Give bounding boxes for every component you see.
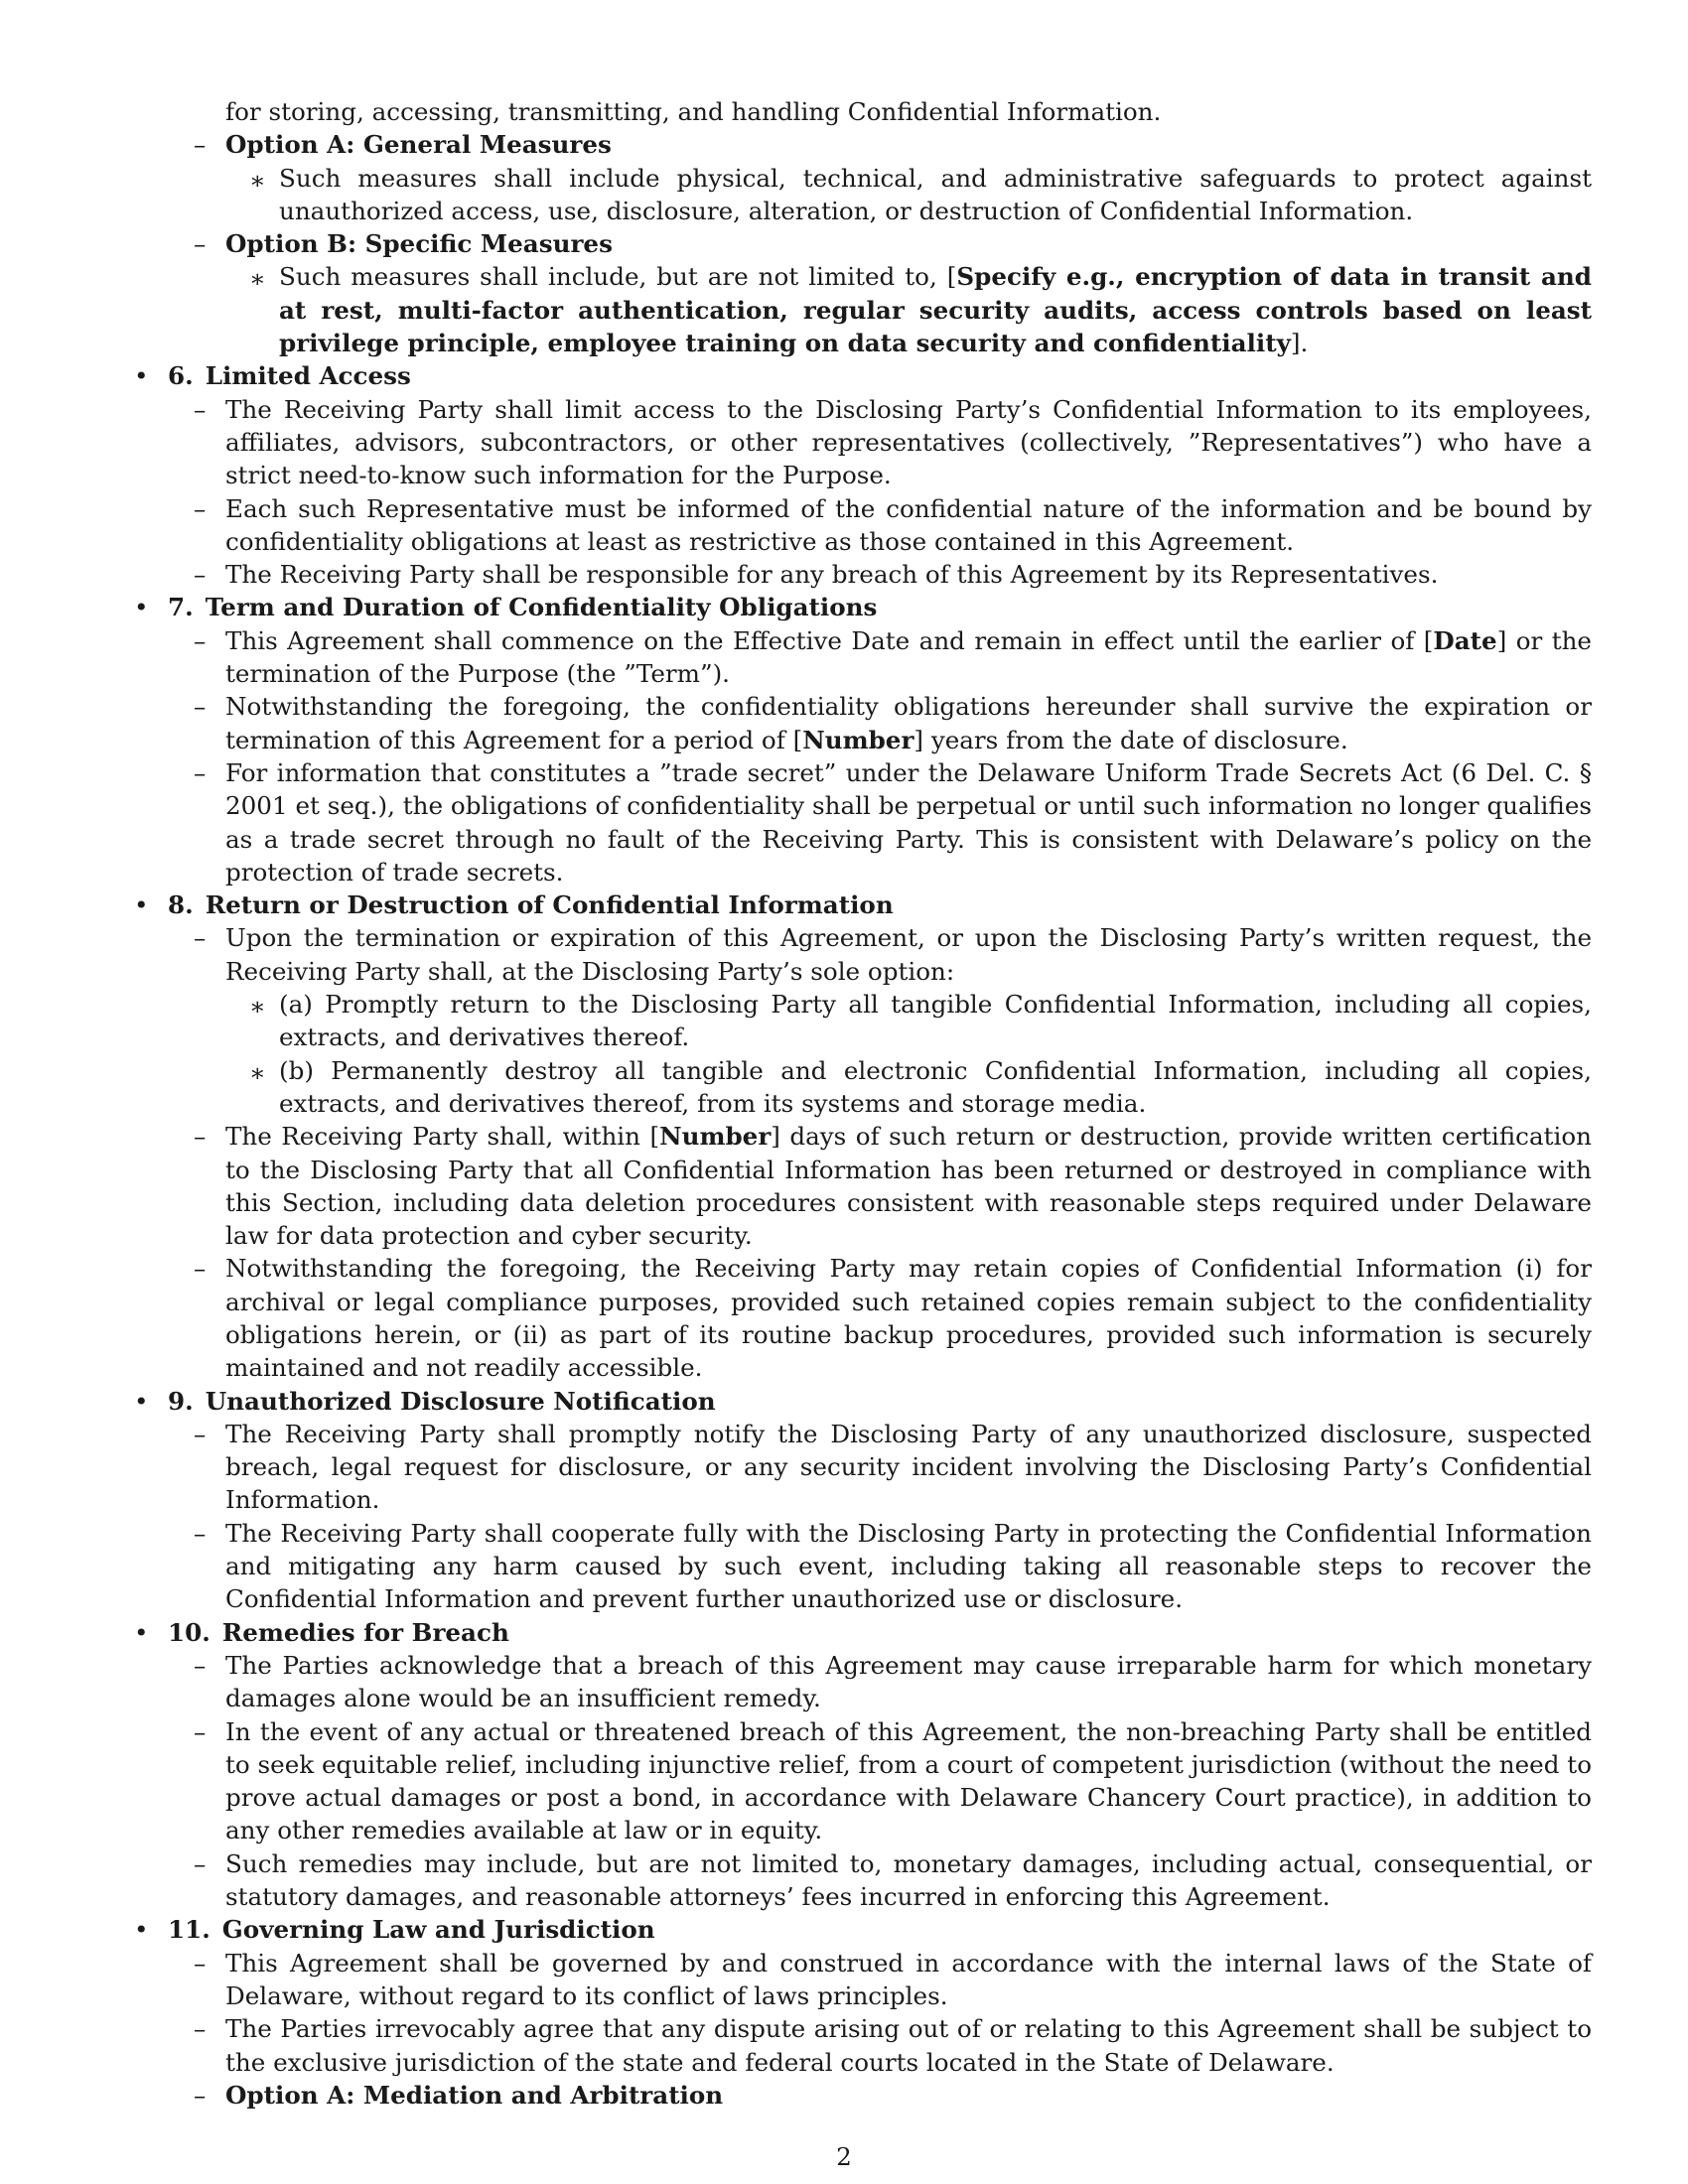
section-8-subitem: ∗ (a) Promptly return to the Disclosing Party all tangible Confidential Information, including all copies, extracts, and derivatives thereof.: [249, 990, 1592, 1052]
section-7-heading: • 7. Term and Duration of Confidentiality Obligations: [134, 593, 878, 622]
opening-line: for storing, accessing, transmitting, and handling Confidential Information.: [225, 97, 1162, 126]
option-b-specific: – Option B: Specific Measures: [194, 229, 613, 259]
option-a-general: – Option A: General Measures: [194, 130, 612, 160]
section-8-item: – Notwithstanding the foregoing, the Receiving Party may retain copies of Confidential Information (i) for archival or legal compliance purposes, provided such retained copies remain subject to the confidentiality obligations herein, or (ii) as part of its routine backup procedures, provided such information is securely maintained and not readily accessible.: [194, 1254, 1592, 1383]
section-7-item: – Notwithstanding the foregoing, the confidentiality obligations hereunder shall survive the expiration or termination of this Agreement for a period of [Number] years from the date of disclosure.: [194, 692, 1592, 754]
section-10-item: – The Parties acknowledge that a breach of this Agreement may cause irreparable harm for which monetary damages alone would be an insufficient remedy.: [194, 1650, 1592, 1713]
section-6-item: – The Receiving Party shall limit access to the Disclosing Party’s Confidential Information to its employees, affiliates, advisors, subcontractors, or other representatives (collectively, ”Representatives”) who have a strict need-to-know such information for the Purpose.: [194, 394, 1592, 490]
section-9-item: – The Receiving Party shall cooperate fully with the Disclosing Party in protecting the Confidential Information and mitigating any harm caused by such event, including taking all reasonable steps to recover the Confidential Information and prevent further unauthorized use or disclosure.: [194, 1518, 1592, 1614]
section-6-heading: • 6. Limited Access: [134, 361, 411, 391]
section-11-item: – This Agreement shall be governed by and construed in accordance with the internal laws of the State of Delaware, without regard to its conflict of laws principles.: [194, 1948, 1592, 2010]
section-10-item: – In the event of any actual or threatened breach of this Agreement, the non-breaching Party shall be entitled to seek equitable relief, including injunctive relief, from a court of competent jurisdiction (without the need to prove actual damages or post a bond, in accordance with Delaware Chancery Court practice), in addition to any other remedies available at law or in equity.: [194, 1716, 1592, 1845]
section-10-item: – Such remedies may include, but are not limited to, monetary damages, including actual, consequential, or statutory damages, and reasonable attorneys’ fees incurred in enforcing this Agreement.: [194, 1848, 1592, 1912]
section-7-item: – For information that constitutes a ”trade secret” under the Delaware Uniform Trade Secrets Act (6 Del. C. § 2001 et seq.), the obligations of confidentiality shall be perpetual or until such information no longer qualifies as a trade secret through no fault of the Receiving Party. This is consistent with Delaware’s policy on the protection of trade secrets.: [194, 757, 1592, 887]
section-6-item: – The Receiving Party shall be responsible for any breach of this Agreement by its Representatives.: [194, 560, 1439, 590]
document-page: [132, 95, 1592, 2112]
section-9-item: – The Receiving Party shall promptly notify the Disclosing Party of any unauthorized disclosure, suspected breach, legal request for disclosure, or any security incident involving the Disclosing Party’s Confidential Information.: [194, 1419, 1592, 1515]
option-b-text: ∗ Such measures shall include, but are not limited to, [Specify e.g., encryption of data in transit and at rest, multi-factor authentication, regular security audits, access controls based on least privilege principle, employee training on data security and confidentiality].: [249, 262, 1592, 358]
section-11-item: – The Parties irrevocably agree that any dispute arising out of or relating to this Agreement shall be subject to the exclusive jurisdiction of the state and federal courts located in the State of Delaware.: [194, 2014, 1592, 2077]
section-9-heading: • 9. Unauthorized Disclosure Notification: [134, 1386, 716, 1416]
option-a-text: ∗ Such measures shall include physical, technical, and administrative safeguards to protect against unauthorized access, use, disclosure, alteration, or destruction of Confidential Information.: [249, 163, 1592, 225]
section-8-heading: • 8. Return or Destruction of Confidential Information: [134, 890, 894, 920]
section-11-heading: • 11. Governing Law and Jurisdiction: [134, 1915, 655, 1945]
section-7-item: – This Agreement shall commence on the Effective Date and remain in effect until the earlier of [Date] or the termination of the Purpose (the ”Term”).: [194, 625, 1592, 689]
section-8-item: – The Receiving Party shall, within [Number] days of such return or destruction, provide written certification to the Disclosing Party that all Confidential Information has been returned or destroyed in compliance with this Section, including data deletion procedures consistent with reasonable steps required under Delaware law for data protection and cyber security.: [194, 1122, 1592, 1251]
section-11-option-a: – Option A: Mediation and Arbitration: [194, 2080, 724, 2110]
section-8-item: – Upon the termination or expiration of this Agreement, or upon the Disclosing Party’s written request, the Receiving Party shall, at the Disclosing Party’s sole option:: [194, 923, 1592, 986]
section-6-item: – Each such Representative must be informed of the confidential nature of the information and be bound by confidentiality obligations at least as restrictive as those contained in this Agreement.: [194, 493, 1592, 556]
section-8-subitem: ∗ (b) Permanently destroy all tangible and electronic Confidential Information, including all copies, extracts, and derivatives thereof, from its systems and storage media.: [249, 1055, 1592, 1118]
page-number: 2: [836, 2142, 852, 2171]
section-10-heading: • 10. Remedies for Breach: [134, 1617, 509, 1647]
